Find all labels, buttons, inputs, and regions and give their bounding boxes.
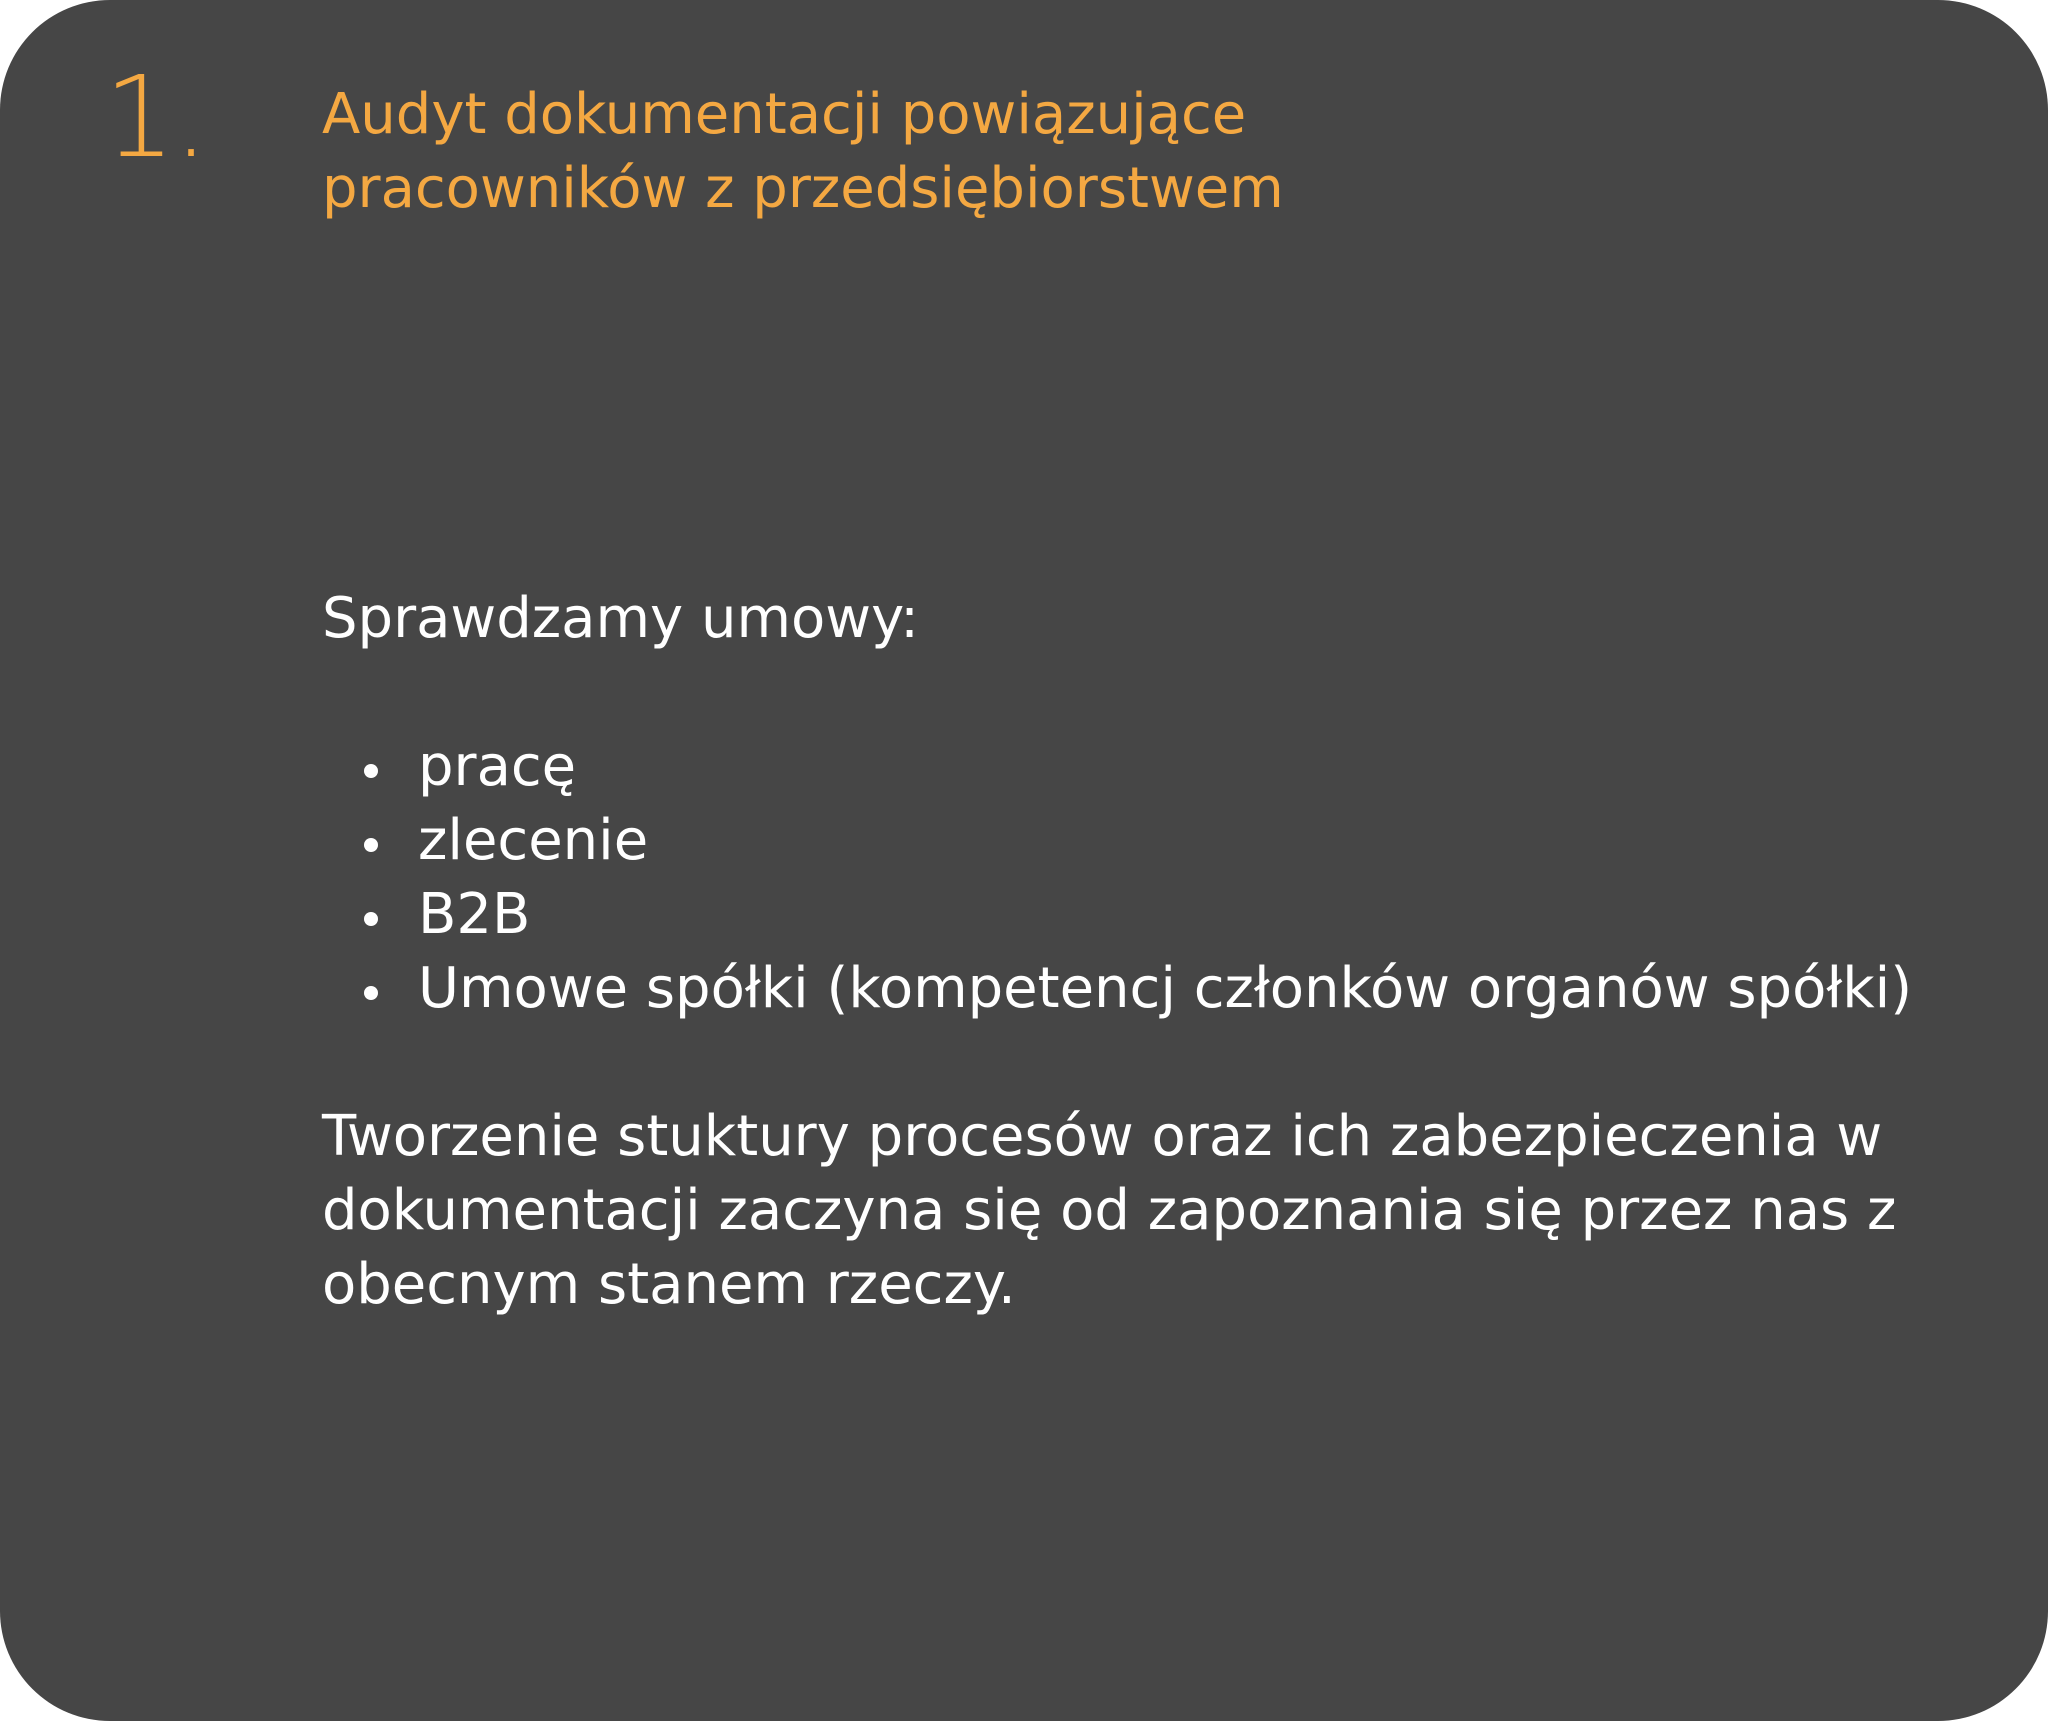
intro-text: Sprawdzamy umowy: <box>322 586 920 651</box>
card-title <box>322 78 1822 226</box>
list-item <box>322 952 2002 1026</box>
list-item-label: B2B <box>418 882 531 947</box>
list-item <box>322 878 2002 952</box>
bullet-icon <box>364 912 378 926</box>
bullet-icon <box>364 838 378 852</box>
step-number: 1. <box>104 53 207 183</box>
list-item <box>322 804 2002 878</box>
description-paragraph <box>322 1100 2002 1322</box>
list-item-label: zlecenie <box>418 808 649 873</box>
paragraph-line: obecnym stanem rzeczy. <box>322 1252 1016 1317</box>
list-item-label: Umowe spółki (kompetencj członków organów spółki) <box>418 956 1913 1021</box>
bullet-icon <box>364 986 378 1000</box>
list-item-label: pracę <box>418 734 577 799</box>
contract-list <box>322 730 2002 1026</box>
card-title-line: pracowników z przedsiębiorstwem <box>322 156 1284 221</box>
bullet-icon <box>364 764 378 778</box>
paragraph-line: Tworzenie stuktury procesów oraz ich zabezpieczenia w <box>322 1104 1883 1169</box>
paragraph-line: dokumentacji zaczyna się od zapoznania się przez nas z <box>322 1178 1897 1243</box>
card-title-line: Audyt dokumentacji powiązujące <box>322 82 1247 147</box>
list-item <box>322 730 2002 804</box>
card-body <box>322 582 2002 1322</box>
